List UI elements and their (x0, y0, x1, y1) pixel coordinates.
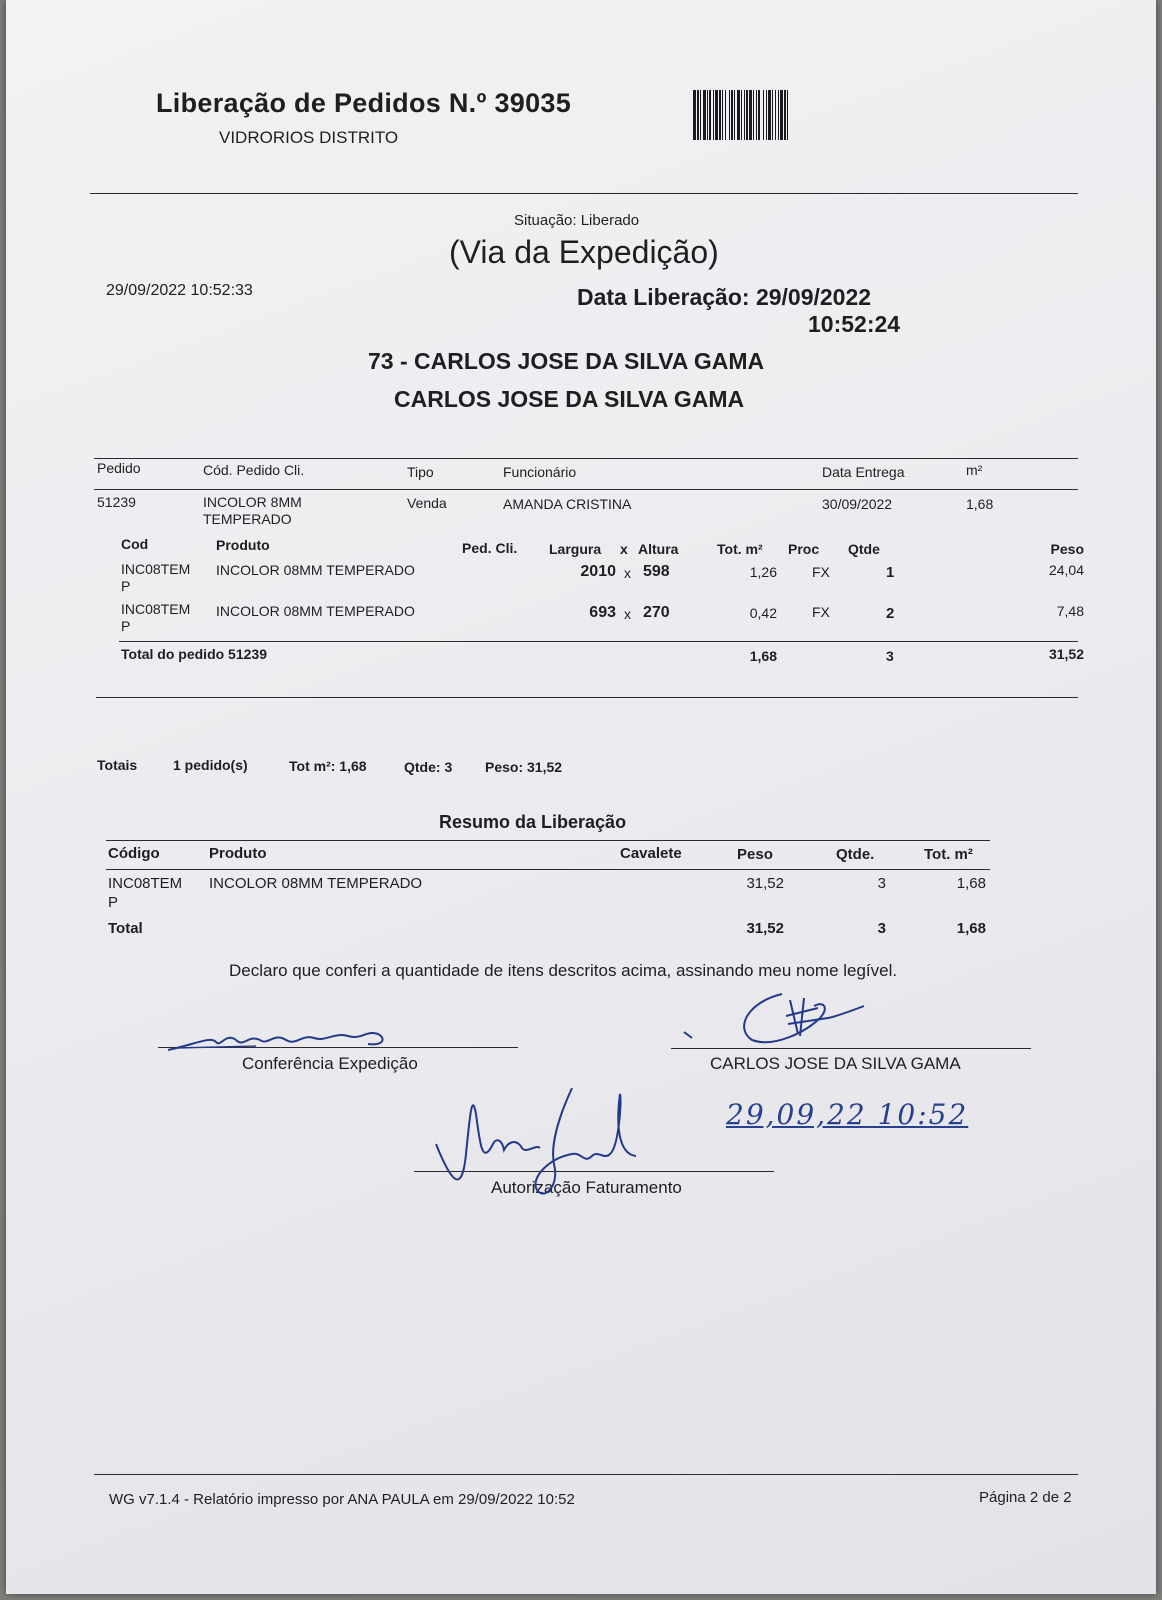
summary-top-rule (106, 840, 990, 841)
summary-title: Resumo da Liberação (439, 812, 627, 832)
order-total-rule (119, 641, 1078, 642)
item-qtde: 2 (886, 605, 895, 622)
item-x: x (624, 606, 631, 622)
item-header-altura: Altura (638, 541, 679, 557)
item-cod-2: P (121, 618, 131, 634)
totals-peso: Peso: 31,52 (485, 759, 563, 775)
totals-label: Totais (97, 757, 138, 773)
order-total-peso: 31,52 (1048, 646, 1084, 662)
order-cod-cli-2: TEMPERADO (203, 511, 292, 527)
release-date: Data Liberação: 29/09/2022 (577, 284, 872, 310)
status-text: Situação: Liberado (514, 212, 640, 229)
document-page (6, 0, 1156, 1594)
client-signature-label: CARLOS JOSE DA SILVA GAMA (710, 1054, 961, 1073)
summary-header-cavalete: Cavalete (620, 845, 682, 862)
summary-peso: 31,52 (746, 875, 784, 892)
col-header-cod-cli: Cód. Pedido Cli. (203, 462, 305, 478)
order-funcionario: AMANDA CRISTINA (503, 496, 632, 512)
summary-produto: INCOLOR 08MM TEMPERADO (209, 875, 423, 892)
barcode (693, 90, 791, 140)
page-number: Página 2 de 2 (979, 1489, 1072, 1506)
item-header-proc: Proc (788, 541, 820, 557)
client-line-2: CARLOS JOSE DA SILVA GAMA (394, 386, 745, 412)
summary-header-rule (106, 869, 990, 870)
item-header-ped-cli: Ped. Cli. (462, 540, 518, 556)
header-divider (90, 193, 1078, 194)
table-top-rule (94, 458, 1078, 459)
order-cod-cli-1: INCOLOR 8MM (203, 494, 302, 510)
col-header-tipo: Tipo (407, 464, 434, 480)
item-header-largura: Largura (549, 541, 602, 557)
item-tot-m2: 1,26 (749, 564, 777, 580)
order-total-qtde: 3 (886, 648, 894, 664)
item-header-peso: Peso (1050, 541, 1084, 557)
summary-codigo-2: P (108, 894, 119, 911)
col-header-pedido: Pedido (97, 460, 141, 476)
item-cod-1: INC08TEM (121, 561, 191, 577)
item-x: x (624, 565, 631, 581)
summary-qtde: 3 (877, 875, 886, 892)
item-peso: 24,04 (1048, 562, 1084, 578)
order-total-label: Total do pedido 51239 (121, 646, 267, 662)
item-altura: 270 (643, 604, 670, 621)
item-header-x: x (620, 541, 628, 557)
summary-tot-m2: 1,68 (956, 875, 986, 892)
item-largura: 693 (589, 604, 616, 621)
col-header-m2: m² (966, 462, 983, 478)
order-tipo: Venda (407, 495, 447, 511)
client-handwritten-signature (678, 988, 878, 1048)
summary-header-peso: Peso (737, 846, 773, 863)
client-line-1: 73 - CARLOS JOSE DA SILVA GAMA (368, 348, 765, 374)
item-tot-m2: 0,42 (749, 605, 777, 621)
footer-printed-by: WG v7.1.4 - Relatório impresso por ANA PAULA em 29/09/2022 10:52 (109, 1491, 575, 1508)
header-row-rule (94, 489, 1078, 490)
summary-header-tot-m2: Tot. m² (924, 846, 973, 863)
item-header-tot-m2: Tot. m² (717, 541, 763, 557)
item-header-cod: Cod (121, 536, 149, 552)
autorizacao-handwritten-signature (432, 1084, 652, 1204)
item-proc: FX (812, 604, 830, 620)
totals-qtde: Qtde: 3 (404, 759, 453, 775)
item-altura: 598 (643, 563, 670, 580)
col-header-data-entrega: Data Entrega (822, 464, 905, 480)
conferencia-label: Conferência Expedição (242, 1054, 418, 1073)
item-cod-1: INC08TEM (121, 601, 191, 617)
copy-label: (Via da Expedição) (449, 234, 719, 270)
company-name: VIDRORIOS DISTRITO (219, 128, 399, 147)
document-title: Liberação de Pedidos N.º 39035 (156, 88, 572, 118)
client-signature-line (671, 1048, 1031, 1049)
footer-rule (94, 1474, 1078, 1475)
item-largura: 2010 (580, 563, 616, 580)
item-qtde: 1 (886, 564, 895, 581)
release-time: 10:52:24 (808, 311, 901, 337)
item-cod-2: P (121, 578, 131, 594)
table-bottom-rule (96, 697, 1078, 698)
summary-header-codigo: Código (108, 845, 160, 862)
summary-total-label: Total (108, 920, 143, 937)
item-proc: FX (812, 564, 830, 580)
barcode-bar (788, 90, 791, 140)
item-header-qtde: Qtde (848, 541, 880, 557)
order-m2: 1,68 (966, 496, 994, 512)
summary-codigo-1: INC08TEM (108, 875, 183, 892)
item-peso: 7,48 (1056, 603, 1084, 619)
totals-pedidos: 1 pedido(s) (173, 757, 248, 773)
conferencia-handwritten-signature (156, 1018, 396, 1058)
summary-total-peso: 31,52 (746, 920, 784, 937)
autorizacao-label: Autorização Faturamento (491, 1178, 682, 1197)
declaration-text: Declaro que conferi a quantidade de itens descritos acima, assinando meu nome legível. (229, 961, 898, 980)
handwritten-datetime: 29,09,22 10:52 (726, 1098, 969, 1131)
order-data-entrega: 30/09/2022 (822, 496, 893, 512)
totals-m2: Tot m²: 1,68 (289, 758, 367, 774)
item-produto: INCOLOR 08MM TEMPERADO (216, 562, 415, 578)
col-header-funcionario: Funcionário (503, 464, 577, 480)
order-total-m2: 1,68 (749, 648, 777, 664)
item-header-produto: Produto (216, 537, 270, 553)
summary-header-produto: Produto (209, 845, 267, 862)
printed-datetime: 29/09/2022 10:52:33 (106, 282, 253, 299)
summary-header-qtde: Qtde. (836, 846, 875, 863)
summary-total-tot-m2: 1,68 (956, 920, 986, 937)
summary-total-qtde: 3 (877, 920, 886, 937)
order-number: 51239 (97, 494, 136, 510)
item-produto: INCOLOR 08MM TEMPERADO (216, 603, 415, 619)
